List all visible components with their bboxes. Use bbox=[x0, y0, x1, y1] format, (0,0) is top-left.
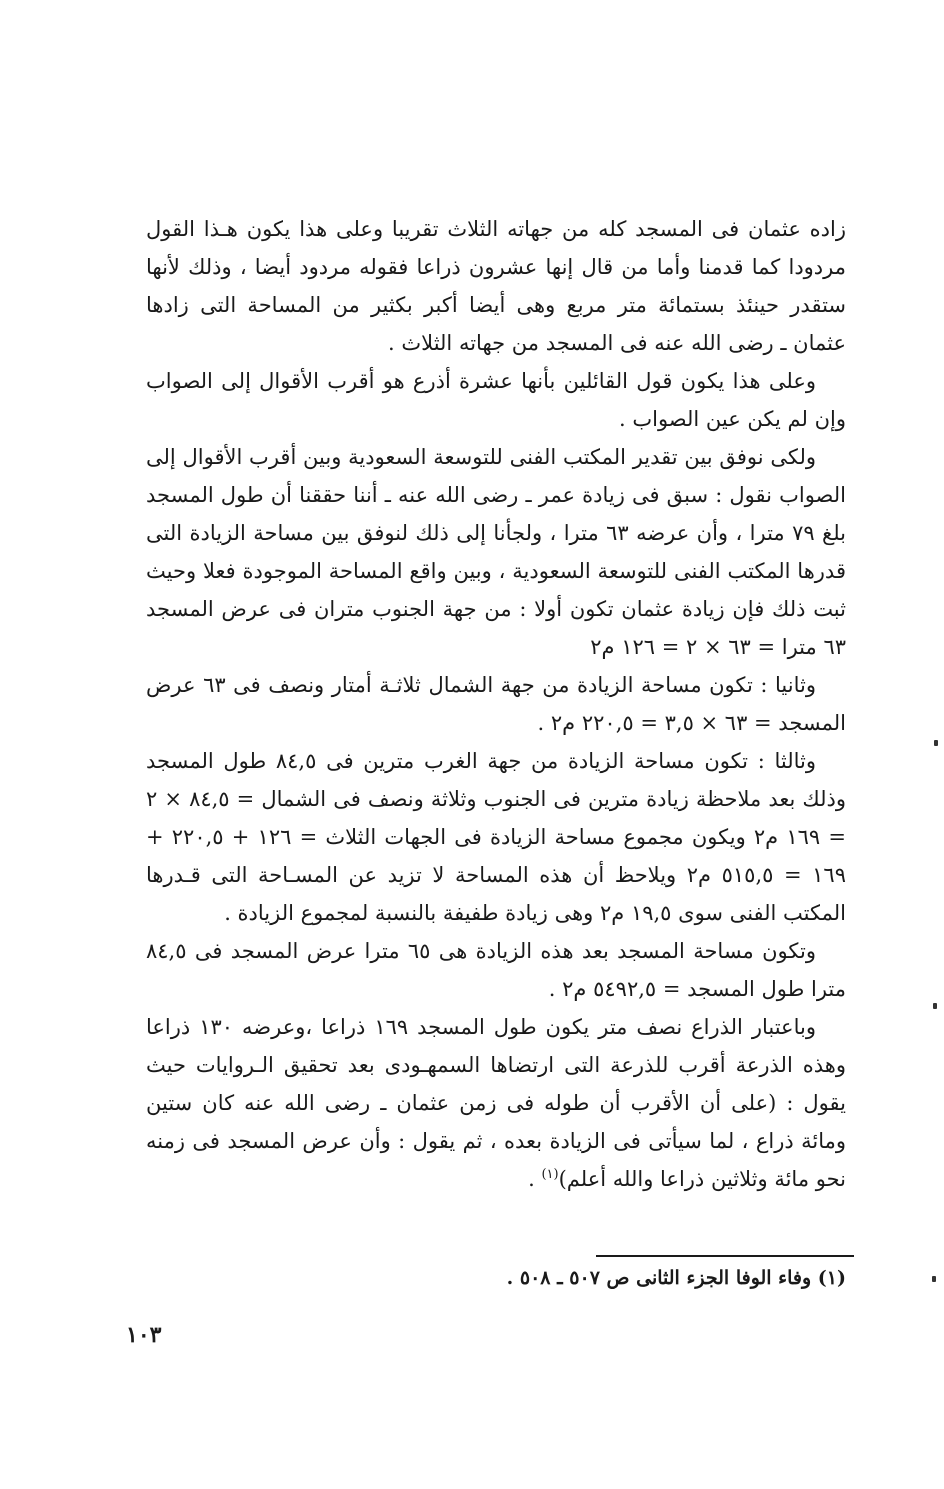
paragraph-1: زاده عثمان فى المسجد كله من جهاته الثلاث تقريبا وعلى هذا يكون هـذا القول مردودا كما قدمنا وأما من قال إنها عشرون ذراعا فقوله مردود أيضا ، وذلك لأنها ستقدر حينئذ بستمائة متر مربع وهى أيضا أكبر بكثير من المساحة التى زادها عثمان ـ رضى الله عنه فى المسجد من جهاته الثلاث . bbox=[146, 217, 846, 355]
body-text bbox=[146, 210, 846, 1198]
paragraph-7-text: وباعتبار الذراع نصف متر يكون طول المسجد ١٦٩ ذراعا ،وعرضه ١٣٠ ذراعا وهذه الذرعة أقرب للذرعة التى ارتضاها السمهـودى بعد تحقيق الـروايات حيث يقول : (على أن الأقرب أن طوله فى زمن عثمان ـ رضى الله عنه كان ستين ومائة ذراع ، لما سيأتى فى الزيادة بعده ، ثم يقول : وأن عرض المسجد فى زمنه نحو مائة وثلاثين ذراعا والله أعلم) bbox=[146, 1015, 846, 1191]
paragraph-3: ولكى نوفق بين تقدير المكتب الفنى للتوسعة السعودية وبين أقرب الأقوال إلى الصواب نقول : سبق فى زيادة عمر ـ رضى الله عنه ـ أننا حققنا أن طول المسجد بلغ ٧٩ مترا ، وأن عرضه ٦٣ مترا ، ولجأنا إلى ذلك لنوفق بين مساحة الزيادة التى قدرها المكتب الفنى للتوسعة السعودية ، وبين واقع المساحة الموجودة فعلا وحيث ثبت ذلك فإن زيادة عثمان تكون أولا : من جهة الجنوب متران فى عرض المسجد ٦٣ مترا = ٦٣ × ٢ = ١٢٦ م٢ bbox=[146, 445, 846, 659]
margin-mark bbox=[934, 740, 938, 746]
page-number: ١٠٣ bbox=[126, 1322, 162, 1348]
paragraph-5: وثالثا : تكون مساحة الزيادة من جهة الغرب مترين فى ٨٤,٥ طول المسجد وذلك بعد ملاحظة زيادة مترين فى الجنوب وثلاثة ونصف فى الشمال = ٨٤,٥ × ٢ = ١٦٩ م٢ ويكون مجموع مساحة الزيادة فى الجهات الثلاث = ١٢٦ + ٢٢٠,٥ + ١٦٩ = ٥١٥,٥ م٢ ويلاحظ أن هذه المساحة لا تزيد عن المسـاحة التى قـدرها المكتب الفنى سوى ١٩,٥ م٢ وهى زيادة طفيفة بالنسبة لمجموع الزيادة . bbox=[146, 749, 846, 925]
paragraph-7 bbox=[146, 1008, 846, 1198]
margin-mark bbox=[933, 1003, 937, 1009]
paragraph-7-tail: . bbox=[528, 1167, 542, 1191]
paragraph-4: وثانيا : تكون مساحة الزيادة من جهة الشمال ثلاثـة أمتار ونصف فى ٦٣ عرض المسجد = ٦٣ × ٣,٥ = ٢٢٠,٥ م٢ . bbox=[146, 673, 846, 735]
margin-mark bbox=[932, 1276, 936, 1282]
footnote-divider bbox=[596, 1255, 854, 1257]
footnote-reference: (١) bbox=[541, 1167, 559, 1182]
paragraph-2: وعلى هذا يكون قول القائلين بأنها عشرة أذرع هو أقرب الأقوال إلى الصواب وإن لم يكن عين الصواب . bbox=[146, 369, 846, 431]
footnote: (١) وفاء الوفا الجزء الثانى ص ٥٠٧ ـ ٥٠٨ . bbox=[506, 1267, 846, 1289]
paragraph-6: وتكون مساحة المسجد بعد هذه الزيادة هى ٦٥ مترا عرض المسجد فى ٨٤,٥ مترا طول المسجد = ٥٤٩٢,٥ م٢ . bbox=[146, 939, 846, 1001]
